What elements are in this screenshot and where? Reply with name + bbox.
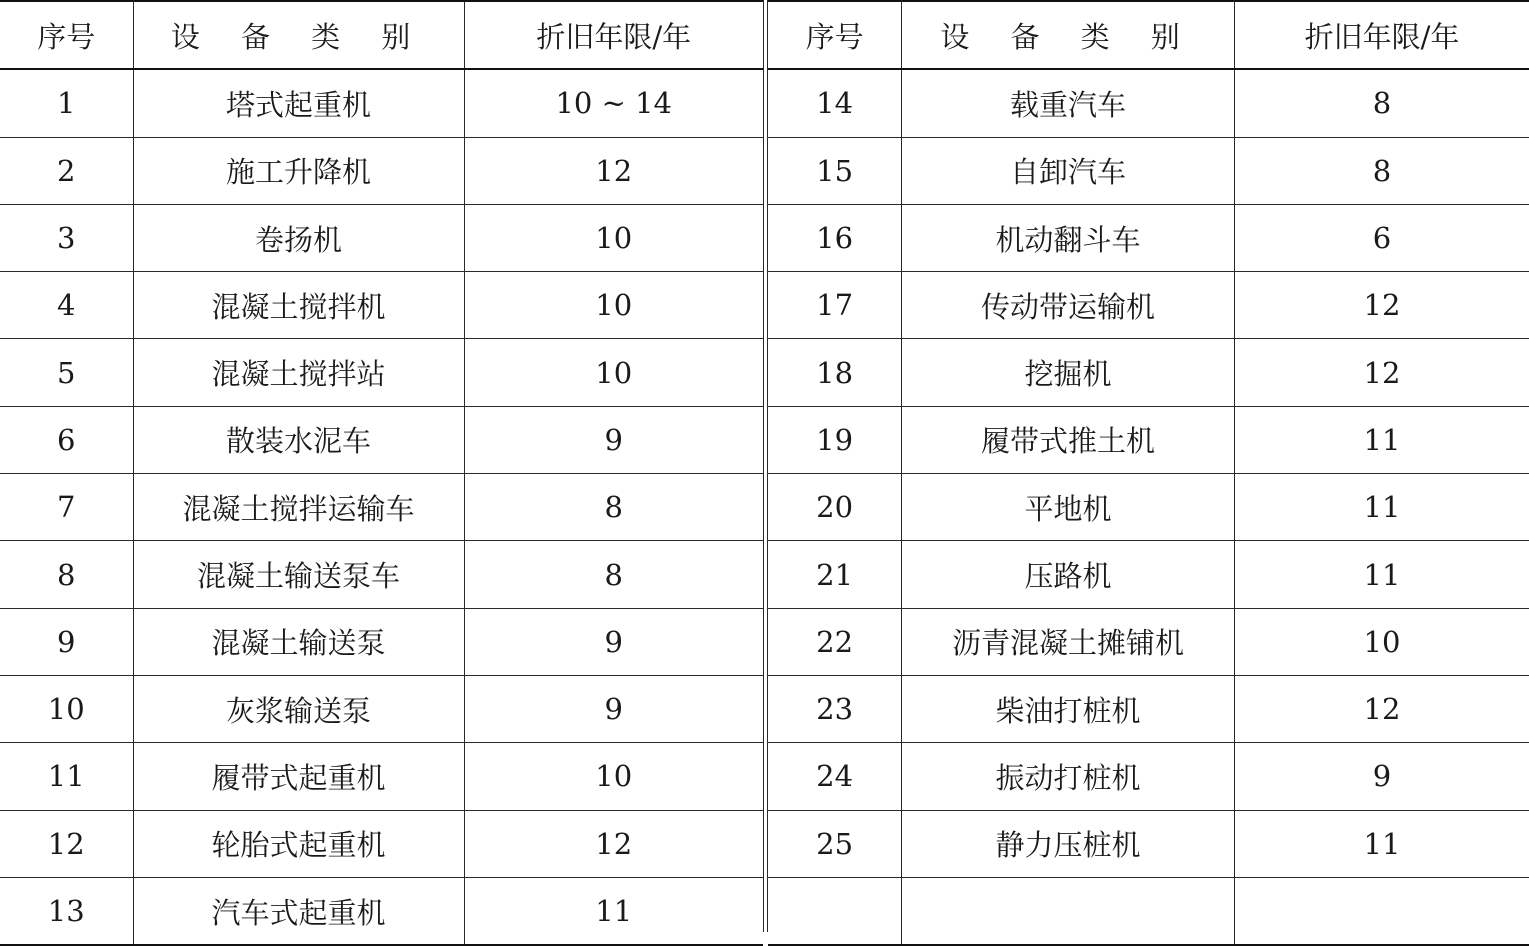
cell-depreciation-years: 8 [464,474,763,541]
table-row [0,877,763,945]
cell-serial-number: 6 [0,406,133,473]
table-row [768,743,1529,810]
table-row-empty [768,877,1529,945]
table-row [0,69,763,137]
cell-serial-number: 22 [768,608,902,675]
cell-depreciation-years [1234,877,1529,945]
cell-serial-number: 17 [768,272,902,339]
cell-equipment-type: 混凝土输送泵 [133,608,464,675]
cell-depreciation-years: 12 [464,137,763,204]
cell-serial-number: 25 [768,810,902,877]
cell-equipment-type: 挖掘机 [902,339,1235,406]
cell-serial-number: 16 [768,204,902,271]
table-row [0,541,763,608]
cell-equipment-type: 汽车式起重机 [133,877,464,945]
table-row [0,137,763,204]
table-row [0,743,763,810]
cell-serial-number: 13 [0,877,133,945]
cell-serial-number: 21 [768,541,902,608]
cell-equipment-type: 自卸汽车 [902,137,1235,204]
table-row [768,339,1529,406]
cell-serial-number: 8 [0,541,133,608]
cell-depreciation-years: 8 [1234,69,1529,137]
cell-depreciation-years: 12 [464,810,763,877]
cell-equipment-type: 混凝土输送泵车 [133,541,464,608]
table-row [768,137,1529,204]
cell-equipment-type: 平地机 [902,474,1235,541]
table-row [768,69,1529,137]
cell-serial-number: 15 [768,137,902,204]
cell-depreciation-years: 11 [1234,406,1529,473]
table-row [768,541,1529,608]
header-equipment-type: 设 备 类 别 [902,1,1235,69]
table-row [0,608,763,675]
cell-serial-number: 3 [0,204,133,271]
cell-serial-number: 11 [0,743,133,810]
cell-serial-number: 4 [0,272,133,339]
header-serial-number: 序号 [0,1,133,69]
cell-equipment-type: 静力压桩机 [902,810,1235,877]
cell-equipment-type: 履带式推土机 [902,406,1235,473]
cell-depreciation-years: 11 [1234,810,1529,877]
cell-equipment-type: 振动打桩机 [902,743,1235,810]
cell-depreciation-years: 10 [464,204,763,271]
cell-depreciation-years: 10 [464,339,763,406]
cell-equipment-type: 传动带运输机 [902,272,1235,339]
table-row [0,675,763,742]
cell-serial-number: 18 [768,339,902,406]
cell-depreciation-years: 9 [464,608,763,675]
table-row [0,810,763,877]
cell-serial-number: 23 [768,675,902,742]
cell-depreciation-years: 12 [1234,675,1529,742]
table-row [0,339,763,406]
cell-depreciation-years: 11 [1234,541,1529,608]
table-row [768,675,1529,742]
cell-serial-number: 1 [0,69,133,137]
cell-serial-number: 7 [0,474,133,541]
header-row [0,1,763,69]
cell-equipment-type: 卷扬机 [133,204,464,271]
cell-depreciation-years: 10 [464,743,763,810]
cell-depreciation-years: 11 [464,877,763,945]
cell-equipment-type: 灰浆输送泵 [133,675,464,742]
cell-equipment-type: 散装水泥车 [133,406,464,473]
cell-equipment-type: 混凝土搅拌运输车 [133,474,464,541]
cell-depreciation-years: 6 [1234,204,1529,271]
table-row [768,608,1529,675]
cell-depreciation-years: 12 [1234,272,1529,339]
cell-serial-number: 24 [768,743,902,810]
cell-depreciation-years: 11 [1234,474,1529,541]
header-serial-number: 序号 [768,1,902,69]
cell-equipment-type: 压路机 [902,541,1235,608]
cell-equipment-type: 塔式起重机 [133,69,464,137]
table-row [0,474,763,541]
header-row [768,1,1529,69]
cell-equipment-type: 轮胎式起重机 [133,810,464,877]
cell-equipment-type: 混凝土搅拌站 [133,339,464,406]
cell-equipment-type: 施工升降机 [133,137,464,204]
cell-depreciation-years: 8 [464,541,763,608]
cell-depreciation-years: 10 [464,272,763,339]
cell-equipment-type: 载重汽车 [902,69,1235,137]
cell-equipment-type: 沥青混凝土摊铺机 [902,608,1235,675]
cell-depreciation-years: 8 [1234,137,1529,204]
table-row [768,204,1529,271]
table-right-half [768,0,1529,946]
header-depreciation-years: 折旧年限/年 [1234,1,1529,69]
table-left-half [0,0,763,946]
cell-equipment-type: 机动翻斗车 [902,204,1235,271]
table-row [768,272,1529,339]
table-row [0,272,763,339]
cell-serial-number: 9 [0,608,133,675]
cell-depreciation-years: 12 [1234,339,1529,406]
table-row [768,810,1529,877]
cell-serial-number: 20 [768,474,902,541]
cell-equipment-type: 柴油打桩机 [902,675,1235,742]
cell-depreciation-years: 9 [464,675,763,742]
cell-serial-number: 19 [768,406,902,473]
cell-depreciation-years: 10 ~ 14 [464,69,763,137]
cell-serial-number: 14 [768,69,902,137]
cell-serial-number: 2 [0,137,133,204]
table-row [0,406,763,473]
cell-serial-number: 10 [0,675,133,742]
cell-depreciation-years: 9 [464,406,763,473]
cell-depreciation-years: 10 [1234,608,1529,675]
cell-equipment-type: 履带式起重机 [133,743,464,810]
cell-serial-number [768,877,902,945]
cell-depreciation-years: 9 [1234,743,1529,810]
table-row [768,406,1529,473]
table-row [768,474,1529,541]
cell-equipment-type [902,877,1235,945]
cell-serial-number: 5 [0,339,133,406]
header-equipment-type: 设 备 类 别 [133,1,464,69]
cell-equipment-type: 混凝土搅拌机 [133,272,464,339]
cell-serial-number: 12 [0,810,133,877]
header-depreciation-years: 折旧年限/年 [464,1,763,69]
table-row [0,204,763,271]
